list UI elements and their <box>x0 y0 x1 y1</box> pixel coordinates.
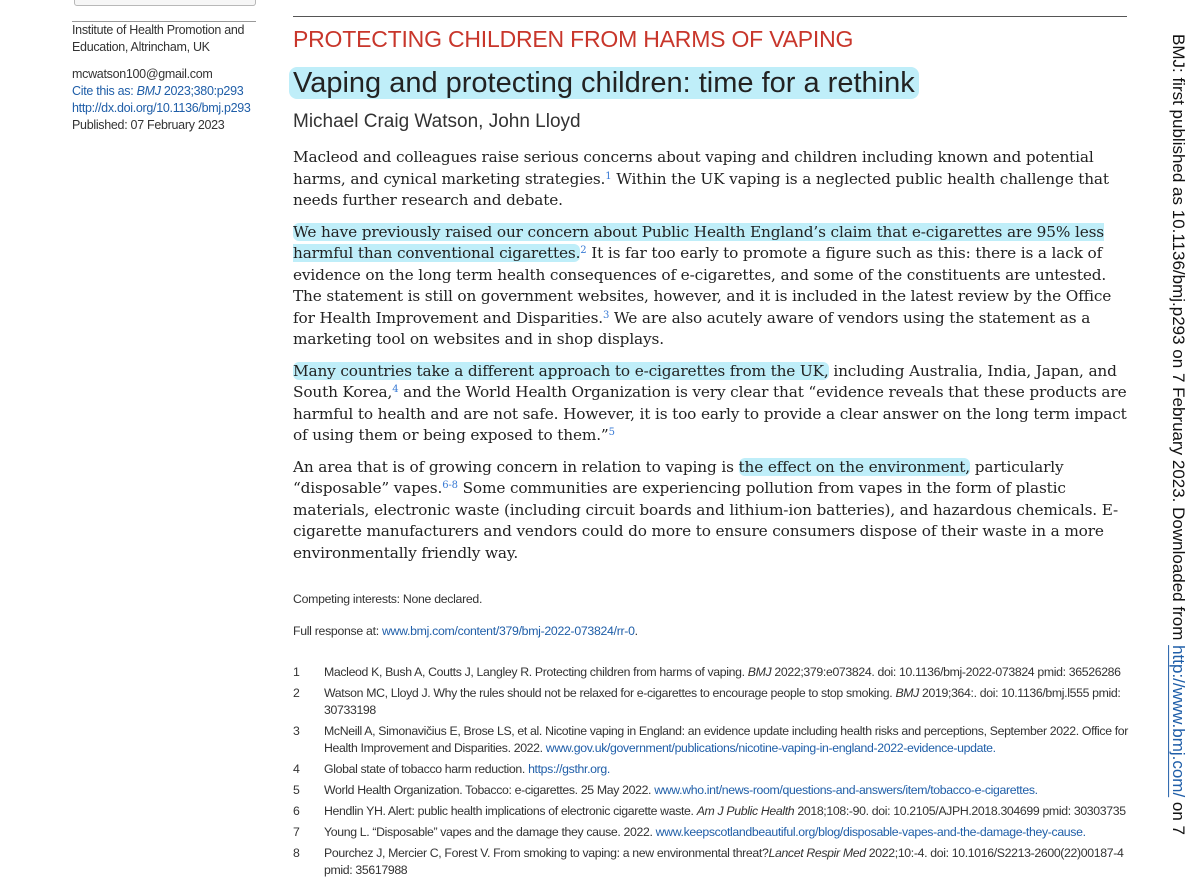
ref-1[interactable]: 1 <box>605 170 612 182</box>
reference-details: 2022;379:e073824. doi: 10.1136/bmj-2022-073824 pmid: 36526286 <box>771 665 1121 679</box>
paragraph-4-text-b: particularly “disposable” vapes. <box>293 457 1064 497</box>
article-title <box>293 65 1129 101</box>
published-date: Published: 07 February 2023 <box>72 118 225 132</box>
ref-3[interactable]: 3 <box>603 309 610 321</box>
paragraph-1 <box>293 147 1129 212</box>
paragraph-1-text-b: Within the UK vaping is a neglected public health challenge that needs further research and debate. <box>293 169 1109 209</box>
reference-details: 2022;10:-4. doi: 10.1016/S2213-2600(22)00187-4 pmid: 35617988 <box>324 846 1124 877</box>
paragraph-2 <box>293 222 1129 351</box>
paragraph-4-highlight: the effect on the environment, <box>738 457 971 476</box>
reference-link[interactable]: www.gov.uk/government/publications/nicotine-vaping-in-england-2022-evidence-update. <box>545 741 996 755</box>
citation-ref: 2023;380:p293 <box>160 84 244 98</box>
paragraph-4-text: An area that is of growing concern in relation to vaping is <box>293 457 739 476</box>
reference-number: 8 <box>293 846 300 860</box>
full-response-prefix: Full response at: <box>293 624 382 638</box>
ref-5[interactable]: 5 <box>608 427 615 438</box>
reference-item <box>293 761 1129 778</box>
paragraph-3-highlight: Many countries take a different approach to e-cigarettes from the UK, <box>293 361 829 380</box>
paragraph-4 <box>293 457 1129 565</box>
paragraph-2-text-c: We are also acutely aware of vendors using the statement as a marketing tool on websites and in shop displays. <box>293 308 1091 348</box>
margin-note-text: BMJ: first published as 10.1136/bmj.p293 on 7 February 2023. Downloaded from <box>1169 34 1188 646</box>
reference-number: 5 <box>293 783 300 797</box>
reference-details: 2018;108:-90. doi: 10.2105/AJPH.2018.304699 pmid: 30303735 <box>794 804 1126 818</box>
ref-4[interactable]: 4 <box>392 384 399 395</box>
citation <box>72 83 272 100</box>
author-affiliation: Institute of Health Promotion and Education, Altrincham, UK <box>72 21 256 56</box>
reference-item <box>293 824 1129 841</box>
reference-journal: Lancet Respir Med <box>768 846 866 860</box>
title-highlight: Vaping and protecting children: time for a rethink <box>289 67 919 99</box>
paragraph-3-text: including Australia, India, Japan, and South Korea, <box>293 361 1117 401</box>
reference-item <box>293 845 1129 879</box>
toolbar-button[interactable] <box>74 0 256 6</box>
reference-link[interactable]: https://gsthr.org. <box>528 762 610 776</box>
reference-link[interactable]: www.who.int/news-room/questions-and-answers/item/tobacco-e-cigarettes. <box>654 783 1038 797</box>
ref-2[interactable]: 2 <box>580 245 587 256</box>
section-heading: PROTECTING CHILDREN FROM HARMS OF VAPING <box>293 26 854 52</box>
doi-link[interactable]: http://dx.doi.org/10.1136/bmj.p293 <box>72 101 251 115</box>
reference-journal: BMJ <box>895 686 919 700</box>
reference-number: 3 <box>293 724 300 738</box>
reference-text: World Health Organization. Tobacco: e-cigarettes. 25 May 2022. <box>324 783 655 797</box>
reference-item <box>293 782 1129 799</box>
reference-list <box>293 664 1129 879</box>
paragraph-1-text: Macleod and colleagues raise serious concerns about vaping and children including known and potential harms, and cynical marketing strategies. <box>293 148 1094 188</box>
top-divider <box>293 16 1127 17</box>
reference-item <box>293 723 1129 757</box>
reference-text: McNeill A, Simonavičius E, Brose LS, et al. Nicotine vaping in England: an evidence update including health risks and perceptions, September 2022. Office for Health Improvement and Disparities. 2022. <box>324 724 1129 755</box>
reference-journal: BMJ <box>747 665 772 679</box>
reference-number: 4 <box>293 762 300 776</box>
margin-note-suffix: on 7 <box>1169 797 1188 836</box>
full-response <box>293 624 1129 638</box>
reference-link[interactable]: www.keepscotlandbeautiful.org/blog/disposable-vapes-and-the-damage-they-cause. <box>655 825 1086 839</box>
bmj-home-link[interactable]: http://www.bmj.com/ <box>1169 645 1188 798</box>
reference-text: Pourchez J, Mercier C, Forest V. From smoking to vaping: a new environmental threat? <box>324 846 769 860</box>
citation-prefix: Cite this as: <box>72 84 137 98</box>
reference-text: Young L. “Disposable” vapes and the damage they cause. 2022. <box>324 825 656 839</box>
competing-interests: Competing interests: None declared. <box>293 592 483 606</box>
reference-text: Macleod K, Bush A, Coutts J, Langley R. Protecting children from harms of vaping. <box>324 665 748 679</box>
article-main <box>293 16 1129 891</box>
reference-number: 7 <box>293 825 300 839</box>
paragraph-4-text-c: Some communities are experiencing pollution from vapes in the form of plastic materials, electronic waste (including circuit boards and lithium-ion batteries), and hazardous chemicals. E-cigarette manufacturers and vendors could do more to ensure consumers dispose of their waste in a more environmentally friendly way. <box>293 479 1119 562</box>
reference-journal: Am J Public Health <box>696 804 795 818</box>
reference-text: Global state of tobacco harm reduction. <box>324 762 529 776</box>
reference-number: 2 <box>293 686 300 700</box>
article-authors: Michael Craig Watson, John Lloyd <box>293 111 581 132</box>
reference-text: Hendlin YH. Alert: public health implications of electronic cigarette waste. <box>324 804 697 818</box>
reference-number: 1 <box>293 665 300 679</box>
reference-item <box>293 685 1129 719</box>
download-margin-note <box>1160 34 1188 894</box>
full-response-suffix: . <box>634 624 638 638</box>
paragraph-3 <box>293 361 1129 447</box>
reference-number: 6 <box>293 804 300 818</box>
reference-item <box>293 803 1129 820</box>
full-response-link[interactable]: www.bmj.com/content/379/bmj-2022-073824/rr-0 <box>381 624 635 638</box>
paragraph-2-highlight: We have previously raised our concern about Public Health England’s claim that e-cigarettes are 95% less harmful than conventional cigarettes. <box>293 222 1104 262</box>
reference-details: 2019;364:. doi: 10.1136/bmj.l555 pmid: 30733198 <box>324 686 1121 717</box>
reference-item <box>293 664 1129 681</box>
paragraph-3-text-b: and the World Health Organization is very clear that “evidence reveals that these products are harmful to health and are not safe. However, it is too early to provide a clear answer on the long term impact of using them or being exposed to them.” <box>293 383 1127 444</box>
paragraph-2-text: It is far too early to promote a figure such as this: there is a lack of evidence on the long term health consequences of e-cigarettes, and some of the constituents are untested. The statement is still on government websites, however, and it is included in the latest review by the Office for Health Improvement and Disparities. <box>293 244 1112 327</box>
author-email[interactable]: mcwatson100@gmail.com <box>72 67 213 81</box>
article-sidebar <box>72 21 272 134</box>
article-body <box>293 147 1129 564</box>
citation-journal: BMJ <box>136 84 161 98</box>
reference-text: Watson MC, Lloyd J. Why the rules should not be relaxed for e-cigarettes to encourage people to stop smoking. <box>324 686 896 700</box>
ref-6-8[interactable]: 6-8 <box>442 480 458 491</box>
